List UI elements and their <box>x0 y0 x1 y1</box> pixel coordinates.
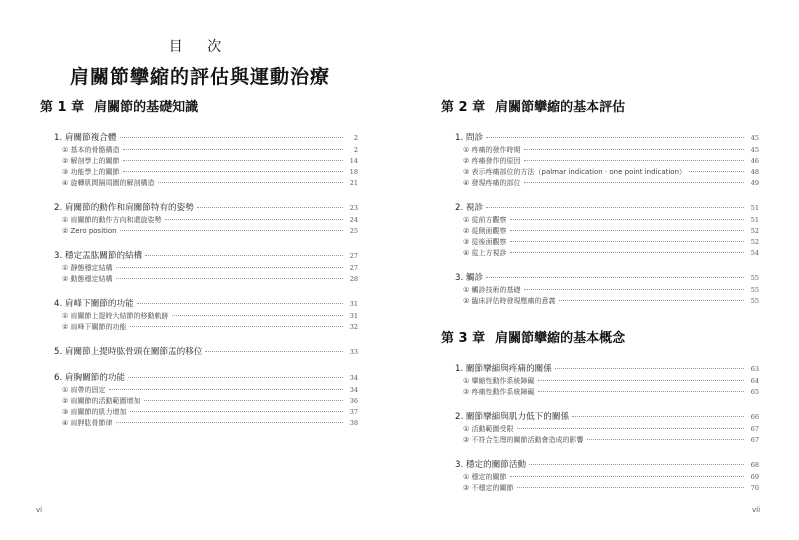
page-number: 33 <box>349 348 358 356</box>
subsection-entry-label: ③ 表示疼痛部位的方法（palmar indication · one point indication） <box>463 168 687 176</box>
dot-leader <box>510 476 744 477</box>
page-number: 45 <box>750 134 759 142</box>
subsection-entry[interactable] <box>54 396 358 407</box>
dot-leader <box>123 149 343 150</box>
section-entry[interactable] <box>455 271 759 285</box>
toc-section <box>40 201 358 237</box>
dot-leader <box>524 160 744 161</box>
toc-section <box>40 345 358 359</box>
subsection-entry[interactable] <box>54 226 358 237</box>
chapter-heading <box>441 327 759 346</box>
chapter-number: 第 1 章 <box>40 100 85 115</box>
subsection-entry[interactable] <box>455 215 759 226</box>
page-number: 27 <box>349 252 358 260</box>
section-entry[interactable] <box>54 131 358 145</box>
page-number: 18 <box>349 168 358 176</box>
subsection-entry-label: ③ 功能學上的關節 <box>62 168 120 176</box>
subsection-entry-label: ② 不穩定的關節 <box>463 484 514 492</box>
page-number: 52 <box>750 238 759 246</box>
dot-leader <box>120 230 343 231</box>
page-number: 64 <box>750 377 759 385</box>
subsection-entry[interactable] <box>54 385 358 396</box>
section-entry[interactable] <box>455 131 759 145</box>
dot-leader <box>486 207 744 208</box>
subsection-entry-label: ① 觸診技術的基礎 <box>463 286 521 294</box>
toc-section <box>441 410 759 446</box>
dot-leader <box>130 411 343 412</box>
section-entry[interactable] <box>54 371 358 385</box>
toc-section <box>40 371 358 429</box>
right-column <box>441 96 759 506</box>
title-block <box>0 36 400 89</box>
subsection-entry-label: ② 疼痛發作的原因 <box>463 157 521 165</box>
subsection-entry-label: ② 解剖學上的關節 <box>62 157 120 165</box>
toc-section <box>40 297 358 333</box>
section-entry-label: 3. 穩定的關節活動 <box>455 460 527 470</box>
subsection-entry[interactable] <box>54 263 358 274</box>
subsection-entry[interactable] <box>455 178 759 189</box>
section-entry-label: 3. 觸診 <box>455 273 484 283</box>
section-entry-label: 2. 視診 <box>455 203 484 213</box>
dot-leader <box>517 428 744 429</box>
page-number: 55 <box>750 274 759 282</box>
left-column <box>40 96 358 441</box>
page-number: 37 <box>349 408 358 416</box>
toc-section <box>441 131 759 189</box>
toc-section <box>40 249 358 285</box>
dot-leader <box>116 422 343 423</box>
page-number: 65 <box>750 388 759 396</box>
page-number: 49 <box>750 179 759 187</box>
chapter-number: 第 2 章 <box>441 100 486 115</box>
subsection-entry[interactable] <box>54 167 358 178</box>
subsection-entry-label: ② 肩峰下關節的功能 <box>62 323 127 331</box>
toc-section <box>40 131 358 189</box>
page-number: 67 <box>750 425 759 433</box>
right-page-number: vii <box>752 506 761 514</box>
subsection-entry-label: ① 肩關節的動作方向和還旋姿勢 <box>62 216 162 224</box>
chapter-title: 肩關節攣縮的基本概念 <box>495 331 626 346</box>
subsection-entry-label: ① 基本的骨骼構造 <box>62 146 120 154</box>
subsection-entry[interactable] <box>455 435 759 446</box>
subsection-entry-label: ③ 肩關節的肌力增加 <box>62 408 127 416</box>
subsection-entry-label: ① 活動範圍受限 <box>463 425 514 433</box>
subsection-entry-label: ② Zero position <box>62 227 117 235</box>
subsection-entry[interactable] <box>455 285 759 296</box>
dot-leader <box>559 300 744 301</box>
subsection-entry[interactable] <box>455 296 759 307</box>
dot-leader <box>538 391 744 392</box>
subsection-entry-label: ② 疼痛性動作系統障礙 <box>463 388 535 396</box>
page-number: 46 <box>750 157 759 165</box>
section-entry[interactable] <box>455 362 759 376</box>
subsection-entry-label: ② 肩關節的活動範圍增加 <box>62 397 141 405</box>
subsection-entry[interactable] <box>54 274 358 285</box>
page-number: 28 <box>349 275 358 283</box>
chapter-title: 肩關節攣縮的基本評估 <box>495 100 626 115</box>
page-number: 34 <box>349 386 358 394</box>
subsection-entry-label: ② 不符合生理的關節活動會造成的影響 <box>463 436 584 444</box>
subsection-entry[interactable] <box>54 145 358 156</box>
page-number: 2 <box>353 134 358 142</box>
subsection-entry[interactable] <box>455 226 759 237</box>
section-entry-label: 1. 肩關節複合體 <box>54 133 117 143</box>
subsection-entry-label: ① 攣縮性動作系統障礙 <box>463 377 535 385</box>
page-number: 38 <box>349 419 358 427</box>
dot-leader <box>172 315 343 316</box>
page-number: 63 <box>750 365 759 373</box>
subsection-entry[interactable] <box>455 472 759 483</box>
subsection-entry-label: ① 肩關節上提時大結節的移動軌跡 <box>62 312 169 320</box>
subsection-entry-label: ① 靜態穩定結構 <box>62 264 113 272</box>
dot-leader <box>524 149 744 150</box>
toc-section <box>441 458 759 494</box>
page-number: 66 <box>750 413 759 421</box>
dot-leader <box>510 219 744 220</box>
dot-leader <box>116 267 343 268</box>
page-number: 55 <box>750 286 759 294</box>
page-number: 69 <box>750 473 759 481</box>
page-number: 25 <box>349 227 358 235</box>
subsection-entry[interactable] <box>54 178 358 189</box>
dot-leader <box>128 377 343 378</box>
dot-leader <box>123 160 343 161</box>
page-number: 27 <box>349 264 358 272</box>
toc-section <box>441 362 759 398</box>
dot-leader <box>529 464 744 465</box>
dot-leader <box>486 277 744 278</box>
section-entry-label: 5. 肩關節上提時肱骨頭在關節盂的移位 <box>54 347 203 357</box>
dot-leader <box>158 182 343 183</box>
subsection-entry[interactable] <box>54 418 358 429</box>
page-number: 31 <box>349 312 358 320</box>
dot-leader <box>572 416 744 417</box>
page-number: 36 <box>349 397 358 405</box>
subsection-entry[interactable] <box>54 215 358 226</box>
section-entry-label: 1. 關節攣縮與疼痛的關係 <box>455 364 552 374</box>
page-number: 55 <box>750 297 759 305</box>
dot-leader <box>510 230 744 231</box>
toc-title: 目 次 <box>168 39 232 55</box>
page-number: 70 <box>750 484 759 492</box>
section-entry-label: 6. 肩胸關節的功能 <box>54 373 126 383</box>
subsection-entry[interactable] <box>455 483 759 494</box>
dot-leader <box>524 182 744 183</box>
dot-leader <box>123 171 343 172</box>
dot-leader <box>145 255 343 256</box>
page-number: 14 <box>349 157 358 165</box>
section-entry-label: 2. 關節攣縮與肌力低下的關係 <box>455 412 570 422</box>
subsection-entry-label: ① 從前方觀察 <box>463 216 507 224</box>
subsection-entry-label: ① 穩定的關節 <box>463 473 507 481</box>
chapter-heading <box>40 96 358 115</box>
dot-leader <box>510 241 744 242</box>
section-entry[interactable] <box>54 345 358 359</box>
section-entry[interactable] <box>54 297 358 311</box>
subsection-entry[interactable] <box>455 387 759 398</box>
subsection-entry[interactable] <box>54 407 358 418</box>
page-number: 32 <box>349 323 358 331</box>
section-entry[interactable] <box>455 410 759 424</box>
dot-leader <box>205 351 343 352</box>
page-number: 54 <box>750 249 759 257</box>
chapter-heading <box>441 96 759 115</box>
toc-section <box>441 271 759 307</box>
subsection-entry[interactable] <box>54 311 358 322</box>
page-number: 23 <box>349 204 358 212</box>
dot-leader <box>197 207 343 208</box>
dot-leader <box>587 439 745 440</box>
subsection-entry-label: ① 肩帶的固定 <box>62 386 106 394</box>
subsection-entry[interactable] <box>455 167 759 178</box>
dot-leader <box>524 289 744 290</box>
section-entry[interactable] <box>455 458 759 472</box>
dot-leader <box>486 137 744 138</box>
chapter-spacer <box>441 319 759 327</box>
subsection-entry[interactable] <box>54 322 358 333</box>
book-title: 肩關節攣縮的評估與運動治療 <box>69 66 330 88</box>
section-entry-label: 4. 肩峰下關節的功能 <box>54 299 134 309</box>
page-number: 67 <box>750 436 759 444</box>
page-number: 51 <box>750 204 759 212</box>
subsection-entry-label: ② 臨床評估時發現壓痛的意義 <box>463 297 556 305</box>
subsection-entry-label: ④ 發現疼痛的部位 <box>463 179 521 187</box>
dot-leader <box>120 137 344 138</box>
subsection-entry[interactable] <box>455 156 759 167</box>
dot-leader <box>538 380 744 381</box>
dot-leader <box>555 368 744 369</box>
section-entry-label: 3. 穩定盂肱關節的結構 <box>54 251 143 261</box>
subsection-entry-label: ② 動態穩定結構 <box>62 275 113 283</box>
dot-leader <box>109 389 343 390</box>
dot-leader <box>130 326 343 327</box>
toc-section <box>441 201 759 259</box>
page-number: 51 <box>750 216 759 224</box>
subsection-entry-label: ③ 從後面觀察 <box>463 238 507 246</box>
page-number: 24 <box>349 216 358 224</box>
subsection-entry-label: ① 疼痛的發作時期 <box>463 146 521 154</box>
page-number: 45 <box>750 146 759 154</box>
page-number: 34 <box>349 374 358 382</box>
page-number: 2 <box>353 146 358 154</box>
subsection-entry-label: ④ 旋轉肌間隔周圍的解剖構造 <box>62 179 155 187</box>
chapter-number: 第 3 章 <box>441 331 486 346</box>
page-number: 31 <box>349 300 358 308</box>
page-number: 48 <box>750 168 759 176</box>
dot-leader <box>165 219 343 220</box>
subsection-entry[interactable] <box>455 237 759 248</box>
subsection-entry-label: ④ 肩胛肱骨節律 <box>62 419 113 427</box>
dot-leader <box>116 278 343 279</box>
section-entry-label: 2. 肩關節的動作和肩關節特有的姿勢 <box>54 203 194 213</box>
dot-leader <box>517 487 744 488</box>
dot-leader <box>144 400 343 401</box>
page-number: 68 <box>750 461 759 469</box>
section-entry[interactable] <box>455 201 759 215</box>
dot-leader <box>137 303 343 304</box>
section-entry-label: 1. 問診 <box>455 133 484 143</box>
dot-leader <box>689 171 744 172</box>
subsection-entry-label: ② 從側面觀察 <box>463 227 507 235</box>
subsection-entry[interactable] <box>455 424 759 435</box>
page-number: 21 <box>349 179 358 187</box>
subsection-entry[interactable] <box>455 248 759 259</box>
dot-leader <box>510 252 744 253</box>
subsection-entry[interactable] <box>455 145 759 156</box>
page-number: 52 <box>750 227 759 235</box>
left-page-number: vi <box>36 506 43 514</box>
chapter-title: 肩關節的基礎知識 <box>94 100 199 115</box>
subsection-entry[interactable] <box>54 156 358 167</box>
section-entry[interactable] <box>54 201 358 215</box>
section-entry[interactable] <box>54 249 358 263</box>
subsection-entry-label: ④ 從上方視診 <box>463 249 507 257</box>
subsection-entry[interactable] <box>455 376 759 387</box>
